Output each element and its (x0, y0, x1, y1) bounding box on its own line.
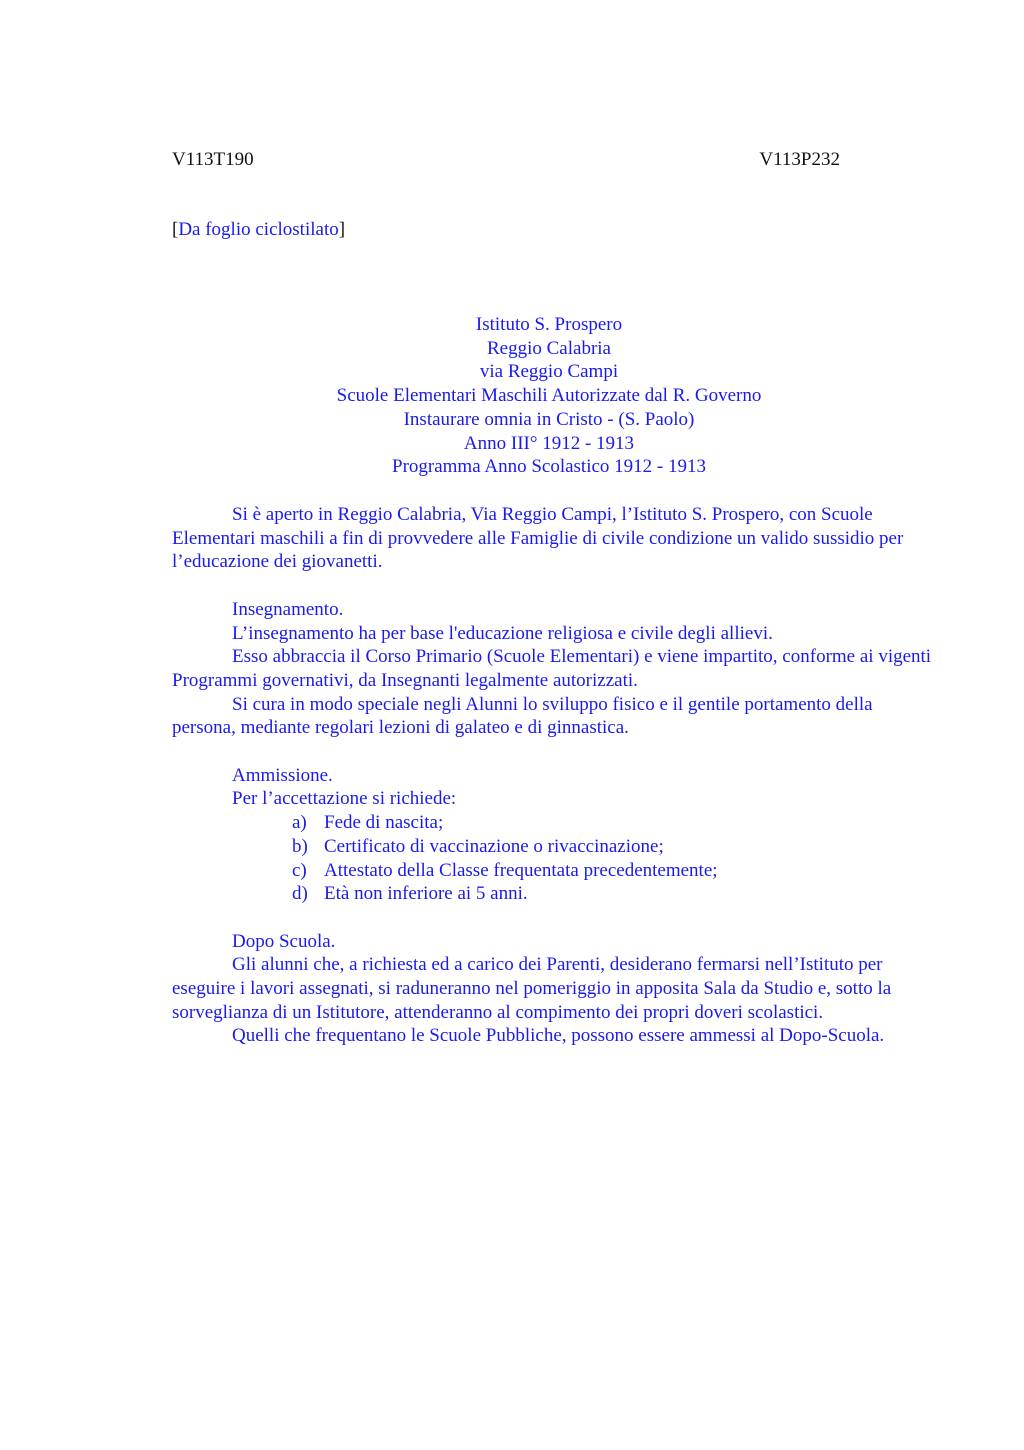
source-note (172, 218, 345, 242)
list-item-text: Certificato di vaccinazione o rivaccinazione; (324, 835, 664, 857)
section-spacer (172, 740, 932, 764)
list-item-text: Fede di nascita; (324, 812, 444, 834)
section-heading-ammissione: Ammissione. (232, 764, 333, 786)
dopo-scuola-paragraph: Gli alunni che, a richiesta ed a carico dei Parenti, desiderano fermarsi nell’Istituto per eseguire i lavori assegnati, si raduneranno nel pomeriggio in apposita Sala da Studio e, sotto la sorveglianza di un Istitutore, attenderanno al compimento dei propri doveri scolastici. (172, 954, 892, 1023)
title-line-street: via Reggio Campi (479, 361, 619, 383)
list-marker: a) (292, 812, 307, 834)
title-line-year: Anno III° 1912 - 1913 (463, 432, 635, 454)
list-item-text: Attestato della Classe frequentata precedentemente; (324, 859, 718, 881)
list-item (292, 811, 932, 835)
right-reference-code: V113P232 (759, 149, 840, 170)
list-item (292, 859, 932, 883)
list-item (292, 835, 932, 859)
ammissione-intro: Per l’accettazione si richiede: (232, 788, 457, 810)
section-heading-dopo-scuola: Dopo Scuola. (232, 930, 336, 952)
list-item (292, 882, 932, 906)
title-line-programme: Programma Anno Scolastico 1912 - 1913 (392, 456, 706, 478)
section-spacer (172, 574, 932, 598)
section-heading-insegnamento: Insegnamento. (232, 598, 344, 620)
list-marker: d) (292, 883, 308, 905)
list-marker: b) (292, 835, 308, 857)
document-header (172, 148, 840, 172)
dopo-scuola-paragraph: Quelli che frequentano le Scuole Pubbliche, possono essere ammessi al Dopo-Scuola. (232, 1025, 885, 1047)
source-note-close-bracket: ] (338, 219, 346, 240)
requirements-list (172, 811, 932, 906)
insegnamento-paragraph: L’insegnamento ha per base l'educazione religiosa e civile degli allievi. (232, 622, 773, 644)
list-marker: c) (292, 859, 307, 881)
left-reference-code: V113T190 (172, 149, 254, 170)
source-note-open-bracket: [ (172, 219, 179, 240)
document-body (172, 503, 932, 1048)
insegnamento-paragraph: Esso abbraccia il Corso Primario (Scuole Elementari) e viene impartito, conforme ai vigenti Programmi governativi, da Insegnanti legalmente autorizzati. (172, 646, 932, 691)
title-line-motto: Instaurare omnia in Cristo - (S. Paolo) (403, 408, 695, 430)
source-note-text: Da foglio ciclostilato (178, 219, 339, 240)
intro-paragraph: Si è aperto in Reggio Calabria, Via Reggio Campi, l’Istituto S. Prospero, con Scuole Elementari maschili a fin di provvedere alle Famiglie di civile condizione un valido sussidio per l’educazione dei giovanetti. (172, 504, 904, 573)
section-spacer (172, 906, 932, 930)
list-item-text: Età non inferiore ai 5 anni. (324, 883, 528, 905)
title-line-institute: Istituto S. Prospero (475, 314, 623, 335)
title-line-city: Reggio Calabria (487, 337, 611, 359)
title-line-schools: Scuole Elementari Maschili Autorizzate dal R. Governo (336, 385, 762, 407)
title-block (172, 313, 926, 479)
insegnamento-paragraph: Si cura in modo speciale negli Alunni lo sviluppo fisico e il gentile portamento della persona, mediante regolari lezioni di galateo e di ginnastica. (172, 693, 873, 739)
